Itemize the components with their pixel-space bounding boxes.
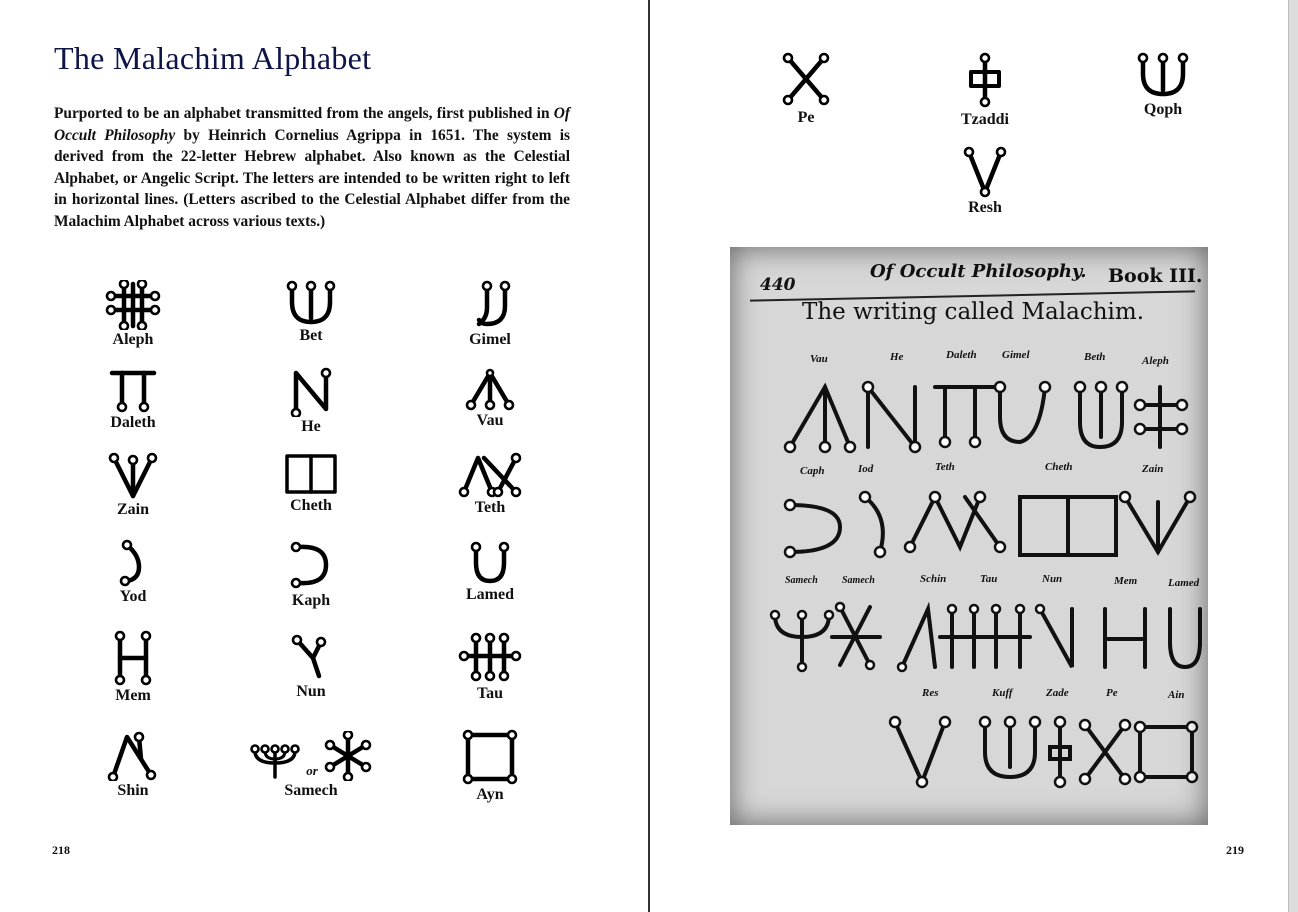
scan-label: He bbox=[890, 351, 904, 363]
left-page bbox=[0, 0, 648, 912]
glyph-tau bbox=[435, 630, 545, 703]
letter-label: Teth bbox=[474, 499, 506, 516]
letter-label: Lamed bbox=[466, 586, 514, 603]
letter-label: Pe bbox=[797, 109, 815, 126]
glyph-mem bbox=[78, 630, 188, 705]
letter-label: Mem bbox=[115, 687, 151, 704]
cheth-symbol-icon bbox=[283, 452, 339, 496]
samech-star-icon bbox=[324, 731, 372, 781]
window-edge bbox=[1288, 0, 1298, 912]
scan-label: Teth bbox=[935, 461, 955, 473]
page-number-left: 218 bbox=[52, 843, 70, 857]
scan-label: Iod bbox=[858, 463, 874, 475]
letter-label: Samech bbox=[284, 782, 338, 799]
letter-label: Bet bbox=[299, 327, 323, 344]
he-symbol-icon bbox=[286, 367, 336, 417]
scan-label: Lamed bbox=[1168, 577, 1200, 589]
letter-label: Daleth bbox=[110, 414, 156, 431]
scan-label: Ain bbox=[1168, 689, 1185, 701]
intro-text-start: Purported to be an alphabet transmitted from the angels, first published in bbox=[54, 105, 554, 122]
bet-symbol-icon bbox=[286, 280, 336, 326]
scan-label: Daleth bbox=[946, 349, 977, 361]
right-page bbox=[650, 0, 1288, 912]
glyph-qoph bbox=[1108, 50, 1218, 119]
aleph-symbol-icon bbox=[103, 280, 163, 330]
lamed-symbol-icon bbox=[468, 539, 512, 585]
zain-symbol-icon bbox=[108, 452, 158, 500]
yod-symbol-icon bbox=[113, 539, 153, 587]
letter-label: He bbox=[301, 418, 321, 435]
glyph-yod bbox=[78, 539, 188, 606]
scan-label: Samech bbox=[785, 575, 818, 586]
glyph-resh bbox=[930, 146, 1040, 217]
shin-symbol-icon bbox=[105, 729, 161, 781]
glyph-kaph bbox=[256, 539, 366, 610]
vau-symbol-icon bbox=[465, 367, 515, 411]
page-title: The Malachim Alphabet bbox=[54, 40, 372, 76]
nun-symbol-icon bbox=[289, 630, 333, 682]
scan-label: Vau bbox=[810, 353, 828, 365]
glyph-aleph bbox=[78, 280, 188, 349]
mem-symbol-icon bbox=[108, 630, 158, 686]
letter-label: Vau bbox=[476, 412, 504, 429]
glyph-tzaddi bbox=[930, 50, 1040, 129]
glyph-samech bbox=[246, 729, 376, 800]
glyph-zain bbox=[78, 452, 188, 519]
glyph-ayn bbox=[435, 729, 545, 804]
letter-label: Shin bbox=[117, 782, 149, 799]
glyph-shin bbox=[78, 729, 188, 800]
scan-page-number: 440 bbox=[760, 275, 796, 295]
glyph-he bbox=[256, 367, 366, 436]
pe-symbol-icon bbox=[780, 50, 832, 108]
intro-book-title: Of Occult Philosophy bbox=[54, 105, 570, 144]
qoph-symbol-icon bbox=[1137, 50, 1189, 100]
glyph-gimel bbox=[435, 280, 545, 349]
scan-label: Gimel bbox=[1002, 349, 1030, 361]
letter-label: Cheth bbox=[290, 497, 332, 514]
letter-label: Tzaddi bbox=[960, 111, 1009, 128]
letter-label: Nun bbox=[296, 683, 326, 700]
historical-page-scan bbox=[730, 247, 1208, 825]
scan-label: Pe bbox=[1106, 687, 1118, 699]
daleth-symbol-icon bbox=[108, 367, 158, 413]
letter-label: Tau bbox=[476, 685, 504, 702]
scan-label: Caph bbox=[800, 465, 825, 477]
glyph-lamed bbox=[435, 539, 545, 604]
tzaddi-symbol-icon bbox=[963, 50, 1007, 110]
glyph-nun bbox=[256, 630, 366, 701]
letter-label: Ayn bbox=[476, 786, 504, 803]
ayn-symbol-icon bbox=[462, 729, 518, 785]
scan-label: Kuff bbox=[992, 687, 1013, 699]
scan-label: Beth bbox=[1084, 351, 1106, 363]
scan-label: Mem bbox=[1114, 575, 1138, 587]
letter-label: Zain bbox=[116, 501, 149, 518]
glyph-pe bbox=[751, 50, 861, 127]
or-word: or bbox=[306, 763, 318, 778]
glyph-vau bbox=[435, 367, 545, 430]
scan-book-number: Book III. bbox=[1108, 265, 1203, 287]
scan-label: Schin bbox=[920, 573, 947, 585]
scan-vignette bbox=[730, 247, 1208, 825]
samech-candelabrum-icon bbox=[250, 741, 300, 781]
tau-symbol-icon bbox=[458, 630, 522, 684]
scan-label: Zade bbox=[1046, 687, 1069, 699]
teth-symbol-icon bbox=[458, 452, 522, 498]
kaph-symbol-icon bbox=[286, 539, 336, 591]
scan-label: Nun bbox=[1042, 573, 1063, 585]
samech-variants bbox=[246, 729, 376, 781]
intro-paragraph bbox=[54, 103, 570, 232]
scan-label: Samech bbox=[842, 575, 875, 586]
letter-label: Aleph bbox=[112, 331, 154, 348]
scan-label: Cheth bbox=[1045, 461, 1073, 473]
glyph-cheth bbox=[256, 452, 366, 515]
letter-label: Resh bbox=[968, 199, 1002, 216]
scan-label: Aleph bbox=[1142, 355, 1169, 367]
scan-label: Zain bbox=[1142, 463, 1164, 475]
glyph-teth bbox=[435, 452, 545, 517]
letter-label: Gimel bbox=[469, 331, 511, 348]
letter-label: Kaph bbox=[291, 592, 331, 609]
letter-label: Yod bbox=[119, 588, 147, 605]
glyph-bet bbox=[256, 280, 366, 345]
scan-label: Res bbox=[922, 687, 939, 699]
scan-label: Tau bbox=[980, 573, 998, 585]
resh-symbol-icon bbox=[963, 146, 1007, 198]
scan-heading: The writing called Malachim. bbox=[802, 299, 1145, 325]
letter-label: Qoph bbox=[1143, 101, 1183, 118]
scan-running-head: Of Occult Philosophy. bbox=[870, 261, 1087, 282]
page-number-right: 219 bbox=[1226, 843, 1244, 857]
glyph-daleth bbox=[78, 367, 188, 432]
intro-text-end: by Heinrich Cornelius Agrippa in 1651. The system is derived from the 22-letter Hebrew alphabet. Also known as the Celestial Alphabet, or Angelic Script. The letters are intended to be written right to left in horizontal lines. (Letters ascribed to the Celestial Alphabet differ from the Malachim Alphabet across various texts.) bbox=[54, 126, 570, 230]
gimel-symbol-icon bbox=[465, 280, 515, 330]
